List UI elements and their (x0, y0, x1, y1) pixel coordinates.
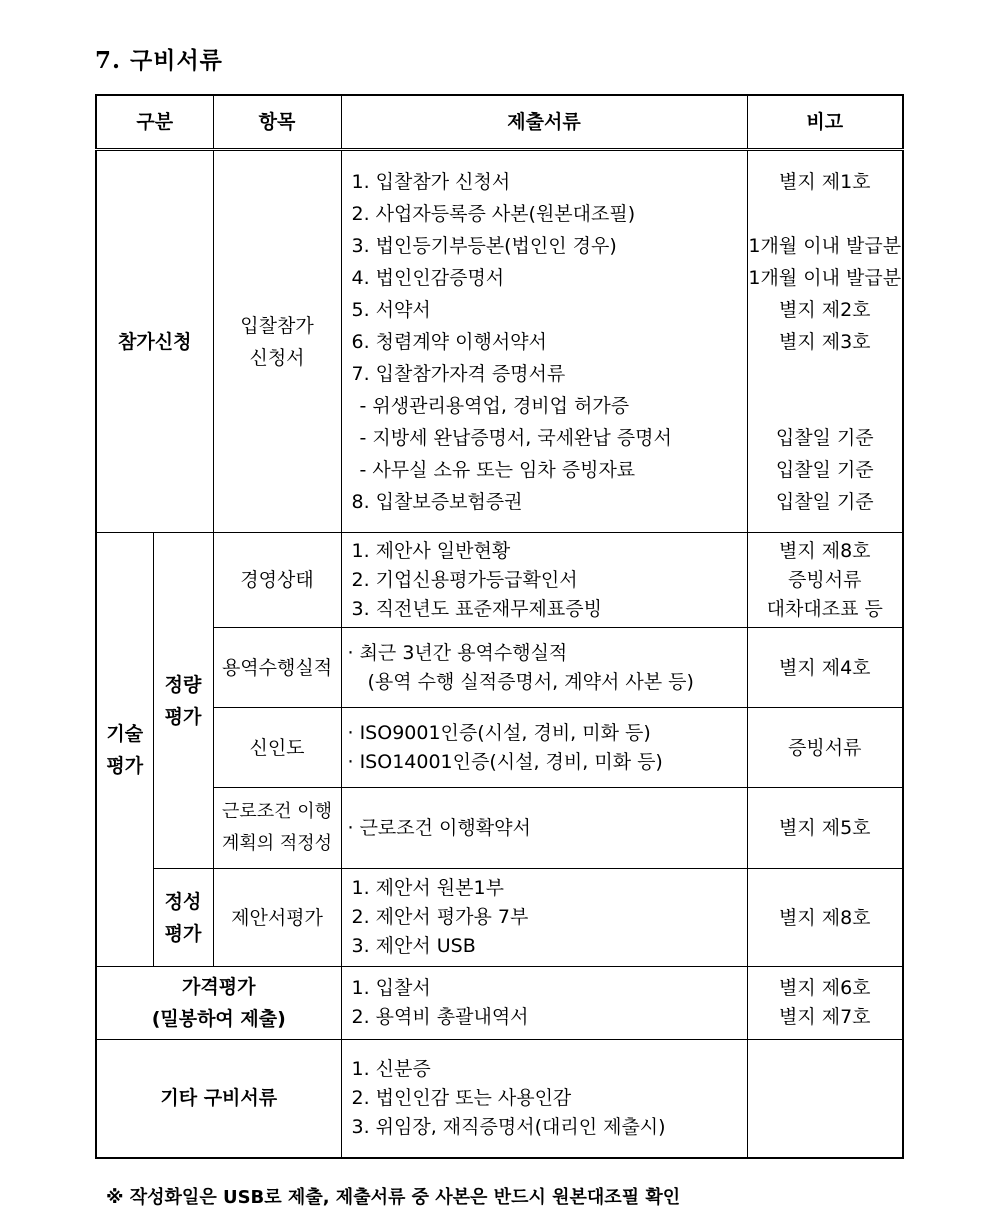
doc-line: - 사무실 소유 또는 임차 증빙자료 (359, 458, 636, 481)
notes-proposal-evaluation: 별지 제8호 (747, 869, 903, 967)
table-row (96, 869, 903, 967)
documents-credibility (341, 708, 747, 788)
category-other: 기타 구비서류 (96, 1040, 341, 1158)
doc-line: (용역 수행 실적증명서, 계약서 사본 등) (367, 670, 694, 693)
note-line: 별지 제1호 (778, 170, 871, 193)
doc-line: 1. 입찰서 (351, 977, 431, 999)
doc-line: 2. 사업자등록증 사본(원본대조필) (351, 202, 636, 225)
category-technical: 기술 평가 (96, 533, 153, 967)
note-line: 1개월 이내 발급분 (748, 234, 902, 257)
item-credibility: 신인도 (213, 708, 341, 788)
section-title: 7. 구비서류 (95, 47, 223, 74)
documents-management-status (341, 533, 747, 628)
notes-service-performance: 별지 제4호 (747, 628, 903, 708)
note-line: 별지 제8호 (778, 539, 871, 562)
note-line: 입찰일 기준 (775, 458, 874, 481)
documents-other (341, 1040, 747, 1158)
table-row (96, 708, 903, 788)
doc-line: · ISO9001인증(시설, 경비, 미화 등) (347, 721, 651, 744)
footnote: ※ 작성화일은 USB로 제출, 제출서류 중 사본은 반드시 원본대조필 확인 (106, 1187, 681, 1208)
note-line: 별지 제6호 (778, 977, 871, 999)
notes-participation (747, 150, 903, 533)
header-category: 구분 (96, 95, 213, 150)
doc-line: 2. 기업신용평가등급확인서 (351, 568, 578, 591)
note-line: 별지 제7호 (778, 1006, 871, 1028)
note-line: 대차대조표 등 (766, 597, 883, 620)
header-item: 항목 (213, 95, 341, 150)
doc-line: 3. 직전년도 표준재무제표증빙 (351, 597, 602, 620)
table-row (96, 628, 903, 708)
documents-proposal-evaluation (341, 869, 747, 967)
note-line: 입찰일 기준 (775, 490, 874, 513)
doc-line: - 위생관리용역업, 경비업 허가증 (359, 394, 630, 417)
note-line (748, 198, 903, 230)
doc-line: · ISO14001인증(시설, 경비, 미화 등) (347, 750, 663, 773)
notes-management-status (747, 533, 903, 628)
doc-line: 1. 입찰참가 신청서 (351, 170, 511, 193)
note-line: 별지 제2호 (778, 298, 871, 321)
documents-labor-conditions (341, 788, 747, 869)
doc-line: 6. 청렴계약 이행서약서 (351, 330, 547, 353)
category-qualitative: 정성 평가 (153, 869, 213, 967)
doc-line: 4. 법인인감증명서 (351, 266, 505, 289)
item-service-performance: 용역수행실적 (213, 628, 341, 708)
documents-participation (341, 150, 747, 533)
item-bid-application: 입찰참가 신청서 (213, 150, 341, 533)
category-participation: 참가신청 (96, 150, 213, 533)
item-labor-conditions: 근로조건 이행 계획의 적정성 (213, 788, 341, 869)
table-header-row (96, 95, 903, 150)
item-management-status: 경영상태 (213, 533, 341, 628)
doc-line: · 최근 3년간 용역수행실적 (347, 641, 568, 664)
notes-credibility: 증빙서류 (747, 708, 903, 788)
note-line: 증빙서류 (788, 568, 862, 591)
required-documents-table (95, 94, 904, 1159)
table-row (96, 788, 903, 869)
note-line: 1개월 이내 발급분 (748, 266, 902, 289)
doc-line: 8. 입찰보증보험증권 (351, 490, 523, 513)
documents-price (341, 967, 747, 1040)
note-line (748, 358, 903, 390)
note-line (748, 390, 903, 422)
doc-line: 1. 신분증 (351, 1057, 431, 1080)
doc-line: 2. 법인인감 또는 사용인감 (351, 1086, 572, 1109)
header-remarks: 비고 (747, 95, 903, 150)
doc-line: 3. 법인등기부등본(법인인 경우) (351, 234, 617, 257)
note-line: 별지 제3호 (778, 330, 871, 353)
notes-labor-conditions: 별지 제5호 (747, 788, 903, 869)
doc-line: · 근로조건 이행확약서 (347, 817, 531, 839)
doc-line: 1. 제안서 원본1부 (351, 877, 504, 899)
documents-service-performance (341, 628, 747, 708)
doc-line: 2. 제안서 평가용 7부 (351, 906, 529, 928)
notes-other (747, 1040, 903, 1158)
header-documents: 제출서류 (341, 95, 747, 150)
notes-price (747, 967, 903, 1040)
doc-line: 7. 입찰참가자격 증명서류 (351, 362, 566, 385)
category-price: 가격평가 (밀봉하여 제출) (96, 967, 341, 1040)
doc-line: 3. 위임장, 재직증명서(대리인 제출시) (351, 1115, 666, 1138)
doc-line: 5. 서약서 (351, 298, 431, 321)
doc-line: - 지방세 완납증명서, 국세완납 증명서 (359, 426, 672, 449)
note-line: 입찰일 기준 (775, 426, 874, 449)
table-row (96, 967, 903, 1040)
category-quantitative: 정량 평가 (153, 533, 213, 869)
table-row (96, 150, 903, 533)
doc-line: 3. 제안서 USB (351, 935, 476, 957)
table-row (96, 1040, 903, 1158)
table-row (96, 533, 903, 628)
item-proposal-evaluation: 제안서평가 (213, 869, 341, 967)
doc-line: 1. 제안사 일반현황 (351, 539, 511, 562)
doc-line: 2. 용역비 총괄내역서 (351, 1006, 529, 1028)
